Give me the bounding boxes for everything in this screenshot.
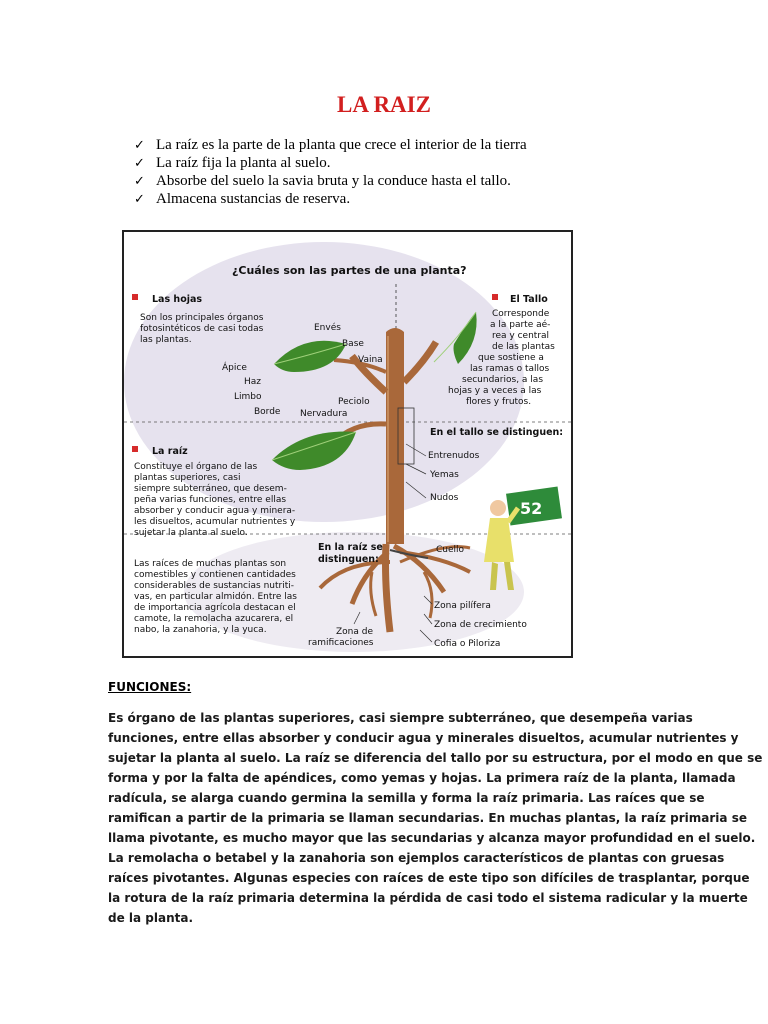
svg-text:considerables de sustancias nu: considerables de sustancias nutriti- bbox=[134, 581, 294, 591]
svg-text:absorber y conducir agua y min: absorber y conducir agua y minera- bbox=[134, 506, 296, 516]
paragraph-line: la rotura de la raíz primaria determina la pérdida de casi todo el sistema radicular y la muerte bbox=[108, 891, 748, 905]
svg-text:peña varias funciones, entre e: peña varias funciones, entre ellas bbox=[134, 495, 287, 505]
plant-parts-figure bbox=[122, 230, 573, 658]
label-enves: Envés bbox=[314, 323, 341, 333]
funciones-heading: FUNCIONES: bbox=[108, 680, 192, 694]
label-zona-crecimiento: Zona de crecimiento bbox=[434, 620, 527, 630]
sign-number: 52 bbox=[520, 499, 543, 518]
paragraph-line: ramifican a partir de la primaria se llaman secundarias. En muchas plantas, la raíz primaria se bbox=[108, 811, 747, 825]
paragraph-line: de la planta. bbox=[108, 911, 194, 925]
label-zona-ramificaciones: Zona de bbox=[336, 627, 374, 637]
label-cofia: Cofia o Piloriza bbox=[434, 639, 501, 649]
svg-text:les disueltos, acumular nutrie: les disueltos, acumular nutrientes y bbox=[134, 517, 296, 527]
label-yemas: Yemas bbox=[430, 470, 459, 480]
label-limbo: Limbo bbox=[234, 392, 262, 402]
bullet-item: ✓ La raíz es la parte de la planta que crece el interior de la tierra bbox=[134, 137, 527, 153]
hojas-text: Son los principales órganos bbox=[140, 313, 264, 323]
svg-text:que sostiene a: que sostiene a bbox=[478, 353, 544, 363]
bullet-item: ✓ Absorbe del suelo la savia bruta y la conduce hasta el tallo. bbox=[134, 173, 511, 189]
label-nervadura: Nervadura bbox=[300, 409, 348, 419]
tallo-text: Corresponde bbox=[492, 309, 550, 319]
label-peciolo: Peciolo bbox=[338, 397, 370, 407]
hojas-heading: Las hojas bbox=[152, 294, 203, 305]
paragraph-line: funciones, entre ellas absorber y conducir agua y minerales disueltos, acumular nutrientes y bbox=[108, 731, 739, 745]
label-entrenudos: Entrenudos bbox=[428, 451, 480, 461]
checkmark-icon: ✓ bbox=[134, 174, 145, 189]
bullet-item: ✓ Almacena sustancias de reserva. bbox=[134, 191, 351, 207]
svg-text:nabo, la zanahoria, y la yuca.: nabo, la zanahoria, y la yuca. bbox=[134, 625, 267, 635]
paragraph-line: La remolacha o betabel y la zanahoria son ejemplos característicos de plantas con gruesas bbox=[108, 851, 725, 865]
label-cuello: Cuello bbox=[436, 545, 465, 555]
svg-text:secundarios, a las: secundarios, a las bbox=[462, 375, 544, 385]
svg-text:ramificaciones: ramificaciones bbox=[308, 638, 374, 648]
bullet-square-icon bbox=[132, 446, 138, 452]
svg-text:las plantas.: las plantas. bbox=[140, 335, 192, 345]
bullet-item: ✓ La raíz fija la planta al suelo. bbox=[134, 155, 331, 171]
paragraph-line: llama pivotante, es mucho mayor que las secundarias y alcanza mayor profundidad en el suelo. bbox=[108, 831, 756, 845]
label-base: Base bbox=[342, 339, 364, 349]
paragraph-line: sujetar la planta al suelo. La raíz se diferencia del tallo por su estructura, por el modo en que se bbox=[108, 751, 763, 765]
svg-text:rea y central: rea y central bbox=[492, 331, 550, 341]
funciones-paragraph bbox=[108, 708, 763, 928]
paragraph-line: Es órgano de las plantas superiores, casi siempre subterráneo, que desempeña varias bbox=[108, 711, 693, 725]
svg-text:siempre subterráneo, que desem: siempre subterráneo, que desem- bbox=[134, 484, 287, 494]
bullet-square-icon bbox=[492, 294, 498, 300]
svg-text:comestibles y contienen cantid: comestibles y contienen cantidades bbox=[134, 570, 296, 580]
bullet-list bbox=[134, 136, 527, 208]
svg-text:a la parte aé-: a la parte aé- bbox=[490, 320, 551, 330]
tallo-heading: El Tallo bbox=[510, 294, 548, 305]
paragraph-line: raíces pivotantes. Algunas especies con raíces de este tipo son difíciles de trasplantar, porque bbox=[108, 871, 750, 885]
label-haz: Haz bbox=[244, 377, 262, 387]
checkmark-icon: ✓ bbox=[134, 192, 145, 207]
raiz-distinguen: En la raíz se bbox=[318, 542, 383, 553]
paragraph-line: forma y por la falta de apéndices, como yemas y hojas. La primera raíz de la planta, llamada bbox=[108, 771, 736, 785]
page-title: LA RAIZ bbox=[337, 92, 431, 117]
svg-text:las ramas o tallos: las ramas o tallos bbox=[470, 364, 550, 374]
label-zona-pilifera: Zona pilífera bbox=[434, 601, 491, 611]
label-apice: Ápice bbox=[222, 363, 247, 373]
svg-text:distinguen:: distinguen: bbox=[318, 554, 379, 565]
professor-illustration bbox=[484, 487, 562, 590]
checkmark-icon: ✓ bbox=[134, 138, 145, 153]
svg-text:vas, en particular almidón. En: vas, en particular almidón. Entre las bbox=[134, 592, 297, 602]
svg-text:Las raíces de muchas plantas s: Las raíces de muchas plantas son bbox=[134, 559, 287, 569]
svg-text:de las plantas: de las plantas bbox=[492, 342, 555, 352]
label-borde: Borde bbox=[254, 407, 281, 417]
svg-text:plantas superiores, casi: plantas superiores, casi bbox=[134, 473, 241, 483]
svg-text:hojas y a veces a las: hojas y a veces a las bbox=[448, 386, 542, 396]
paragraph-line: radícula, se alarga cuando germina la semilla y forma la raíz primaria. Las raíces que se bbox=[108, 791, 705, 805]
checkmark-icon: ✓ bbox=[134, 156, 145, 171]
svg-text:sujetar la planta al suelo.: sujetar la planta al suelo. bbox=[134, 528, 248, 538]
tallo-distinguen: En el tallo se distinguen: bbox=[430, 427, 564, 438]
svg-text:flores y frutos.: flores y frutos. bbox=[466, 397, 532, 407]
raiz-heading: La raíz bbox=[152, 446, 188, 457]
bullet-square-icon bbox=[132, 294, 138, 300]
label-nudos: Nudos bbox=[430, 493, 459, 503]
raiz-text: Constituye el órgano de las bbox=[134, 462, 258, 472]
svg-text:de importancia agrícola destac: de importancia agrícola destacan el bbox=[134, 603, 296, 613]
figure-question: ¿Cuáles son las partes de una planta? bbox=[232, 264, 467, 277]
svg-text:camote, la remolacha azucarera: camote, la remolacha azucarera, el bbox=[134, 614, 294, 624]
svg-text:fotosintéticos de casi todas: fotosintéticos de casi todas bbox=[140, 324, 264, 334]
label-vaina: Vaina bbox=[358, 355, 383, 365]
